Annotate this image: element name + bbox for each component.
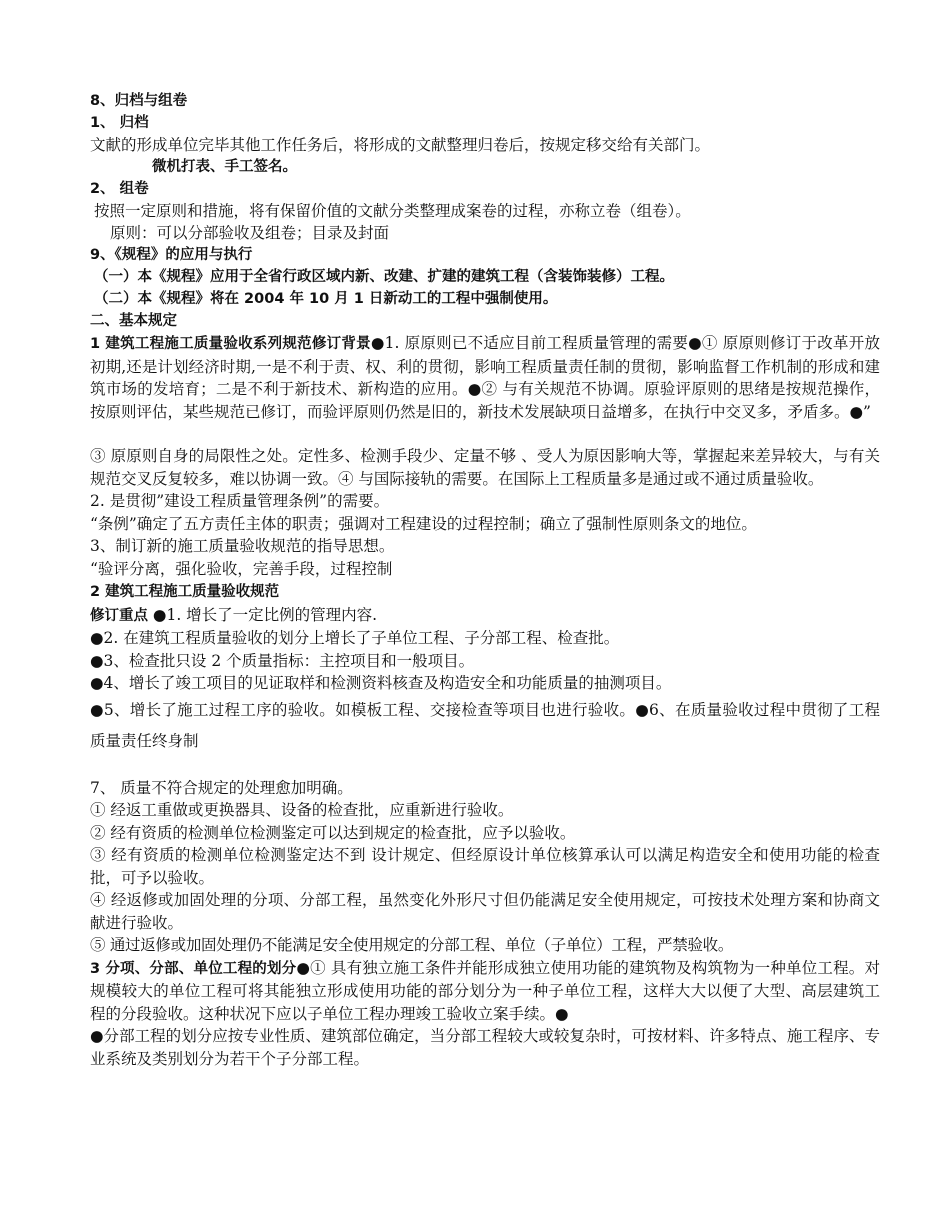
paragraph-guiding-slogan: “验评分离，强化验收，完善手段，过程控制 [90,559,393,578]
list-item: ③ 经有资质的检测单位检测鉴定达不到 设计规定、但经原设计单位核算承认可以满足构造安全和使用功能的检查批，可予以验收。 [90,846,880,887]
section-9-item-2: （二）本《规程》将在 2004 年 10 月 1 日新动工的工程中强制使用。 [94,291,558,307]
part-2-title: 二、基本规定 [90,313,177,329]
list-item: ●4、增长了竣工项目的见证取样和检测资料核查及构造安全和功能质量的抽测项目。 [90,674,672,692]
paragraph-limitations: ③ 原原则自身的局限性之处。定性多、检测手段少、定量不够 、受人为原因影响大等，掌握起来差异较大，与有关规范交叉反复较多，难以协调一致。④ 与国际接轨的需要。在国际上工程质量多是通过或不通过质量验收。 [90,447,880,488]
paragraph-heading: 2 建筑工程施工质量验收规范 [90,584,280,600]
list-item: ① 经返工重做或更换器具、设备的检查批，应重新进行验收。 [90,801,514,819]
paragraph-heading: 1 建筑工程施工质量验收系列规范修订背景 [90,336,371,352]
paragraph-revision-focus [90,604,880,628]
paragraph-heading: 3 分项、分部、单位工程的划分 [90,960,297,977]
section-9-item-1: （一）本《规程》应用于全省行政区域内新、改建、扩建的建筑工程（含装饰装修）工程。 [94,269,674,285]
paragraph-division [90,957,880,1026]
document-page [90,90,880,1070]
paragraph-guiding-ideas: 3、制订新的施工质量验收规范的指导思想。 [90,537,395,555]
section-8-2-text: 按照一定原则和措施，将有保留价值的文献分类整理成案卷的过程，亦称立卷（组卷）。 [94,202,691,220]
paragraph-spec-heading [90,580,880,604]
paragraph-sub-division: ●分部工程的划分应按专业性质、建筑部位确定，当分部工程较大或较复杂时，可按材料、许多特点、施工程序、专业系统及类别划分为若干个子分部工程。 [90,1027,880,1068]
list-item: ●5、增长了施工过程工序的验收。如模板工程、交接检查等项目也进行验收。●6、在质量验收过程中贯彻了工程质量责任终身制 [90,700,880,750]
section-8-1-note: 微机打表、手工签名。 [152,159,297,175]
section-9-title: 9、《规程》的应用与执行 [90,247,253,263]
paragraph-regulation-need: 2. 是贯彻”建设工程质量管理条例”的需要。 [90,492,390,510]
paragraph-heading: 修订重点 [90,607,148,624]
section-8-title: 8、归档与组卷 [90,93,188,109]
section-8-2-note: 原则：可以分部验收及组卷；目录及封面 [110,224,390,242]
section-8-2-title: 2、 组卷 [90,181,149,197]
paragraph-body: ●1. 增长了一定比例的管理内容. [148,605,378,624]
list-item: ④ 经返修或加固处理的分项、分部工程，虽然变化外形尺寸但仍能满足安全使用规定，可按技术处理方案和协商文献进行验收。 [90,891,880,932]
list-item: ② 经有资质的检测单位检测鉴定可以达到规定的检查批，应予以验收。 [90,823,576,842]
paragraph-revision-background [90,332,880,423]
paragraph-regulation-content: “条例”确定了五方责任主体的职责；强调对工程建设的过程控制；确立了强制性原则条文的地位。 [90,514,757,533]
list-item: ●2. 在建筑工程质量验收的划分上增长了子单位工程、子分部工程、检查批。 [90,629,620,647]
paragraph-body: ●1. 原原则已不适应目前工程质量管理的需要●① 原原则修订于改革开放初期,还是计划经济时期,一是不利于责、权、利的贯彻，影响工程质量责任制的贯彻，影响监督工作机制的形成和建筑市场的发培育；二是不利于新技术、新构造的应用。●② 与有关规范不协调。原验评原则的思绪是按规范操作，按原则评估，某些规范已修订，而验评原则仍然是旧的，新技术发展缺项日益增多，在执行中交叉多，矛盾多。●” [90,334,880,421]
list-item: ⑤ 通过返修或加固处理仍不能满足安全使用规定的分部工程、单位（子单位）工程，严禁验收。 [90,936,734,954]
paragraph-body: ●① 具有独立施工条件并能形成独立使用功能的建筑物及构筑物为一种单位工程。对规模较大的单位工程可将其能独立形成使用功能的部分划分为一种子单位工程，这样大大以便了大型、高层建筑工程的分段验收。这种状况下应以子单位工程办理竣工验收立案手续。● [90,958,880,1023]
list-item: ●3、检查批只设 2 个质量指标：主控项目和一般项目。 [90,651,475,670]
paragraph-nonconformance: 7、 质量不符合规定的处理愈加明确。 [90,778,353,797]
section-8-1-title: 1、 归档 [90,115,149,131]
section-8-1-text: 文献的形成单位完毕其他工作任务后，将形成的文献整理归卷后，按规定移交给有关部门。 [90,136,711,154]
